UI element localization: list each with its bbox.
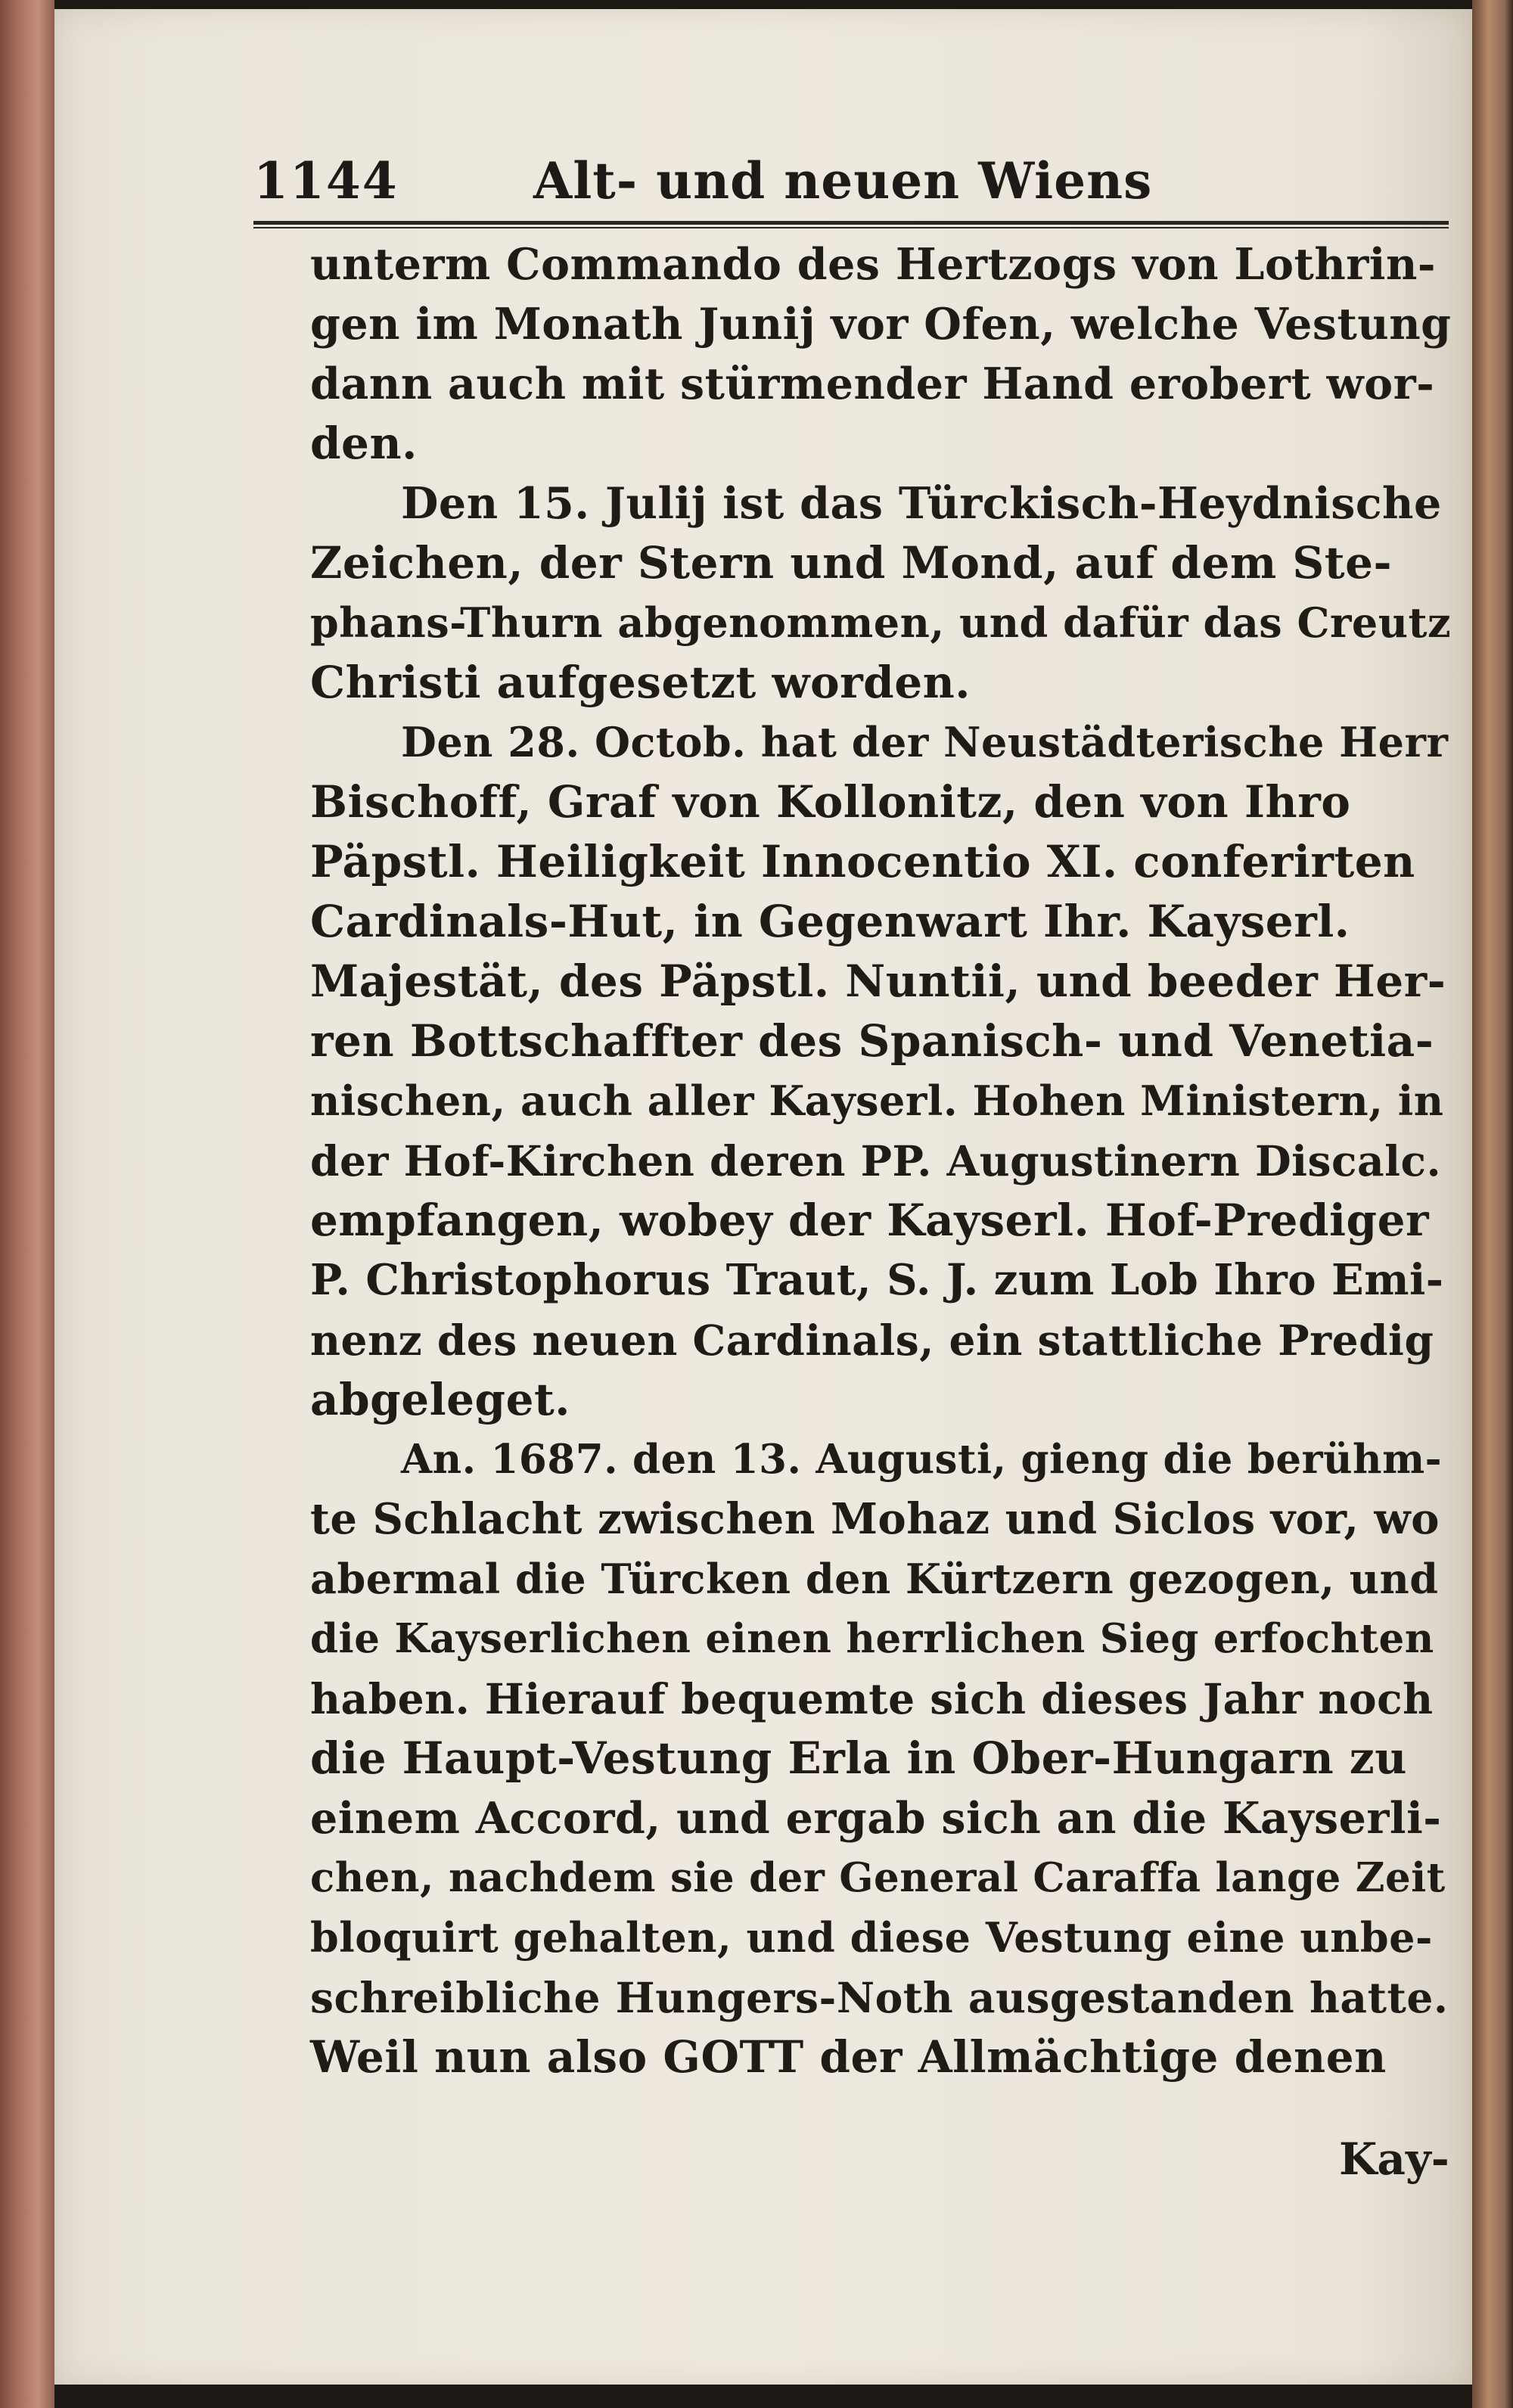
text-line: der Hof-Kirchen deren PP. Augustinern Discalc. xyxy=(310,1136,1442,1185)
text-line: te Schlacht zwischen Mohaz und Siclos vor, wo xyxy=(310,1494,1440,1544)
text-line: phans-Thurn abgenommen, und dafür das Creutz xyxy=(310,598,1452,647)
text-line: empfangen, wobey der Kayserl. Hof-Prediger xyxy=(310,1195,1430,1246)
running-title: Alt- und neuen Wiens xyxy=(533,151,1153,210)
text-line: die Haupt-Vestung Erla in Ober-Hungarn zu xyxy=(310,1732,1407,1784)
right-page-edge xyxy=(1472,0,1513,2408)
header-rule-thin xyxy=(253,227,1449,228)
body-text xyxy=(310,235,1452,2087)
text-line: An. 1687. den 13. Augusti, gieng die berühm- xyxy=(401,1436,1443,1483)
text-line: Cardinals-Hut, in Gegenwart Ihr. Kayserl. xyxy=(310,896,1350,947)
text-line: Den 15. Julij ist das Türckisch-Heydnische xyxy=(401,478,1442,529)
text-line: dann auch mit stürmender Hand erobert wor- xyxy=(310,359,1435,409)
text-line: bloquirt gehalten, und diese Vestung eine unbe- xyxy=(310,1913,1433,1962)
text-line: Weil nun also GOTT der Allmächtige denen xyxy=(310,2031,1387,2083)
catchword: Kay- xyxy=(1339,2133,1449,2185)
text-line: gen im Monath Junij vor Ofen, welche Vestung xyxy=(310,299,1452,350)
text-line: unterm Commando des Hertzogs von Lothrin- xyxy=(310,239,1437,290)
text-line: Bischoff, Graf von Kollonitz, den von Ihro xyxy=(310,776,1351,828)
text-line: abgeleget. xyxy=(310,1374,570,1425)
page-number: 1144 xyxy=(253,151,399,210)
text-line: abermal die Türcken den Kürtzern gezogen, und xyxy=(310,1555,1439,1603)
text-line: chen, nachdem sie der General Caraffa lange Zeit xyxy=(310,1854,1446,1901)
text-line: schreibliche Hungers-Noth ausgestanden hatte. xyxy=(310,1973,1449,2022)
text-line: einem Accord, und ergab sich an die Kayserli- xyxy=(310,1793,1442,1844)
left-page-edge xyxy=(0,0,54,2408)
text-line: P. Christophorus Traut, S. J. zum Lob Ihro Emi- xyxy=(310,1255,1444,1305)
text-line: Zeichen, der Stern und Mond, auf dem Ste- xyxy=(310,537,1393,589)
text-line: Päpstl. Heiligkeit Innocentio XI. conferirten xyxy=(310,836,1415,887)
text-line: Den 28. Octob. hat der Neustädterische Herr xyxy=(401,718,1449,766)
text-line: die Kayserlichen einen herrlichen Sieg erfochten xyxy=(310,1615,1434,1662)
text-line: Majestät, des Päpstl. Nuntii, und beeder Her- xyxy=(310,955,1446,1007)
text-line: nischen, auch aller Kayserl. Hohen Ministern, in xyxy=(310,1077,1444,1125)
page-header xyxy=(253,151,1449,219)
text-line: haben. Hierauf bequemte sich dieses Jahr noch xyxy=(310,1674,1434,1723)
text-line: ren Bottschaffter des Spanisch- und Venetia- xyxy=(310,1015,1434,1067)
text-line: den. xyxy=(310,418,418,469)
header-rule xyxy=(253,221,1449,225)
text-line: Christi aufgesetzt worden. xyxy=(310,657,971,708)
text-line: nenz des neuen Cardinals, ein stattliche Predig xyxy=(310,1316,1434,1365)
